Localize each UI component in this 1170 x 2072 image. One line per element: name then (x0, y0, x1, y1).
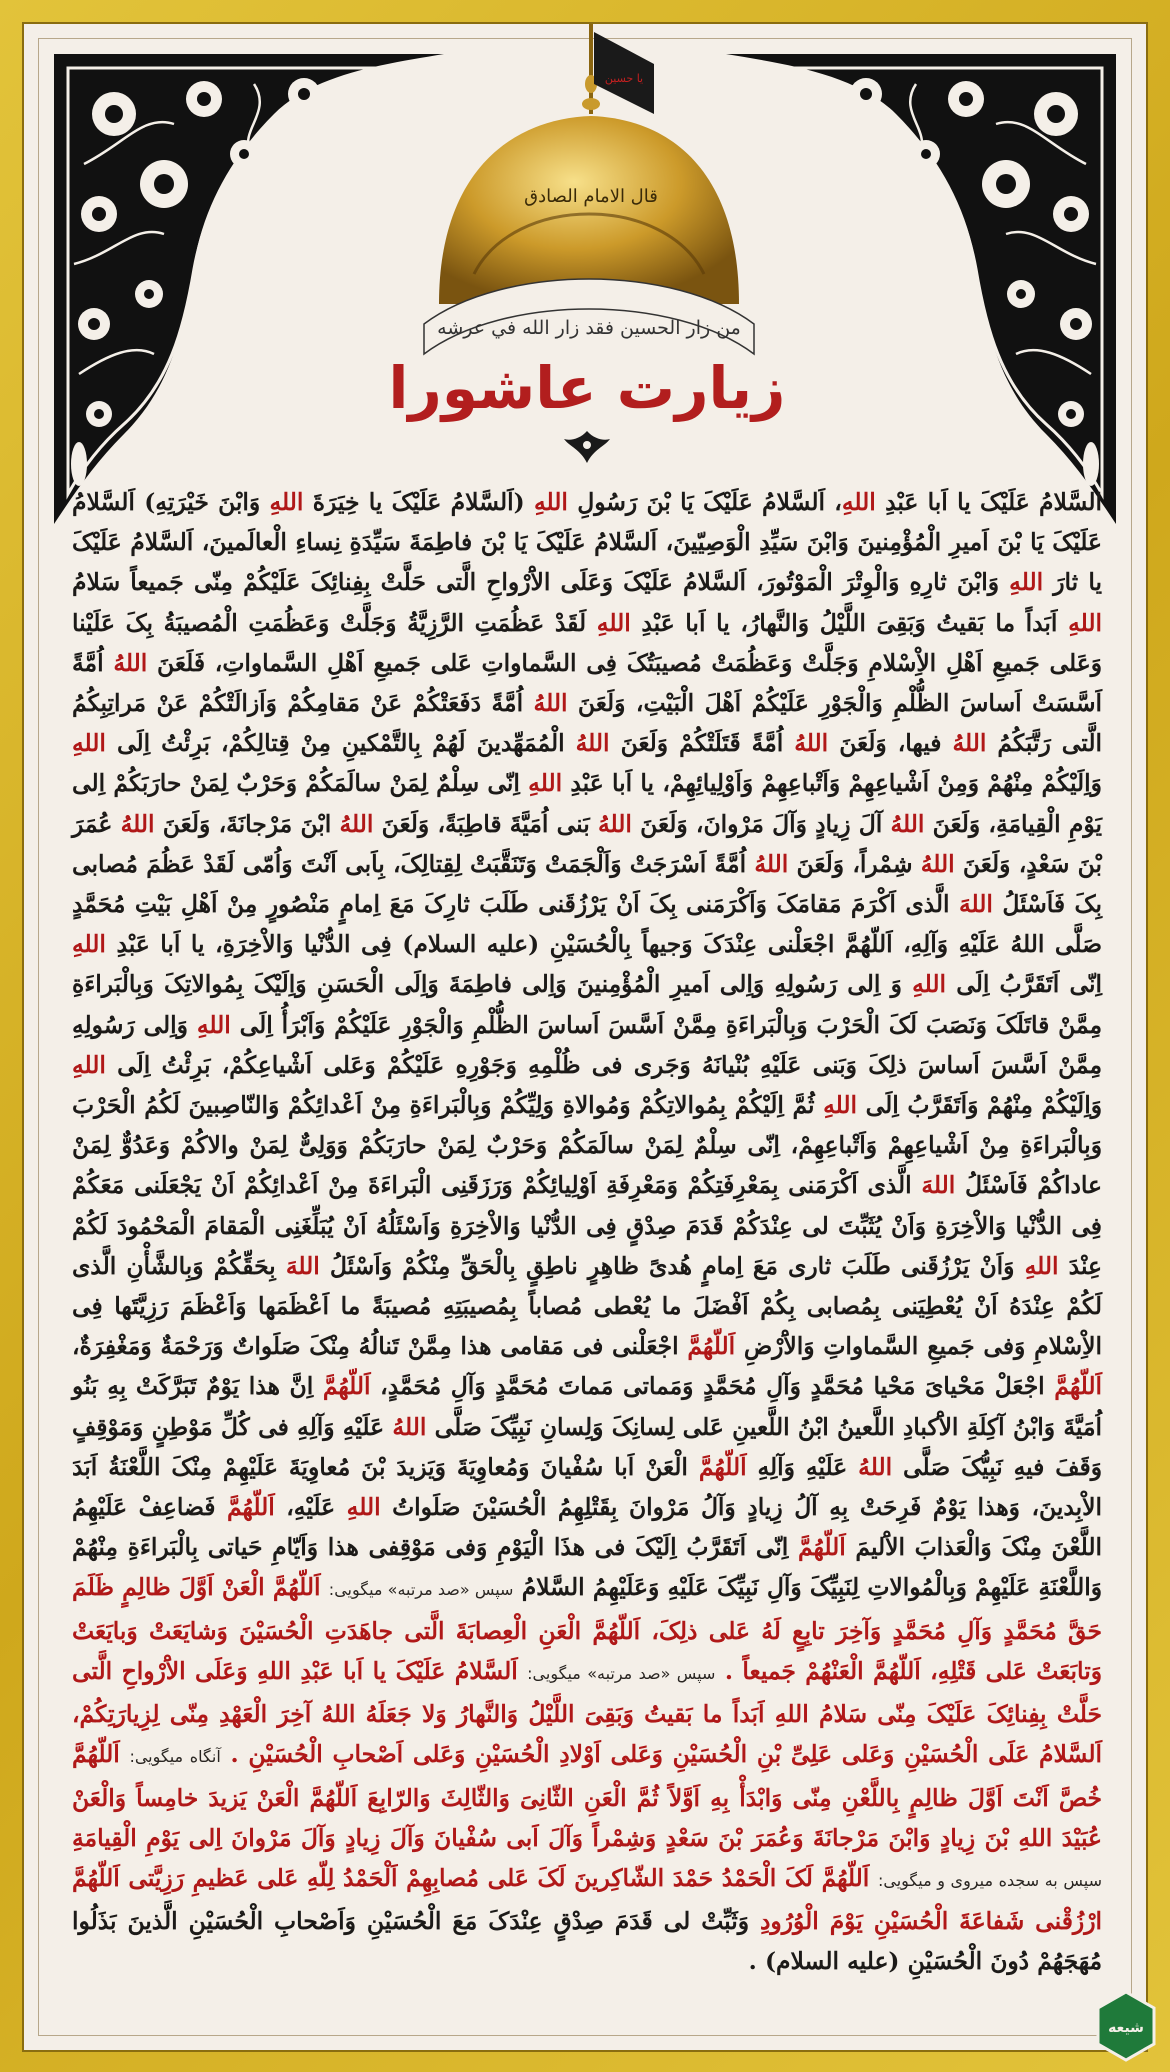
instruction-note: آنگاه میگویی: (129, 1747, 221, 1767)
curse-text: اَللّهُمَّ خُصَّ اَنْتَ اَوَّلَ ظالِمٍ بِاللَّعْنِ مِنّی وَابْدَأْ بِهِ اَوَّلاً ثُمَّ الْعَنِ الثّانِیَ وَالثّالِثَ وَالرّابِعَ اَللّهُمَّ الْعَنْ یَزیدَ خامِساً وَالْعَنْ عُبَیْدَ اللهِ بْنَ زِیادٍ وَابْنَ مَرْجانَةَ وَعُمَرَ بْنَ سَعْدٍ وَشِمْراً وَآلَ اَبی سُفْیانَ وَآلَ زِیادٍ وَآلَ مَرْوانَ اِلی یَوْمِ الْقِیامَةِ (72, 1740, 1102, 1852)
salam-text: اَلسَّلامُ عَلَیْکَ یا اَبا عَبْدِ اللهِ وَعَلَی الاَْرْواحِ الَّتی حَلَّتْ بِفِنائِکَ عَلَیْکَ مِنّی سَلامُ اللهِ اَبَداً ما بَقیتُ وَبَقِیَ اللَّیْلُ وَالنَّهارُ وَلا جَعَلَهُ اللهُ آخِرَ الْعَهْدِ مِنّی لِزِیارَتِکُمْ، اَلسَّلامُ عَلَی الْحُسَیْنِ وَعَلی عَلِیِّ بْنِ الْحُسَیْنِ وَعَلی اَوْلادِ الْحُسَیْنِ وَعَلی اَصْحابِ الْحُسَیْنِ . (72, 1656, 1102, 1769)
dome-illustration (384, 24, 794, 384)
sajdah-text: اَللّهُمَّ لَکَ الْحَمْدُ حَمْدَ الشّاکِرینَ لَکَ عَلی مُصابِهِمْ اَلْحَمْدُ لِلّهِ عَلی عَظیمِ رَزِیَّتی اَللّهُمَّ ارْزُقْنی شَفاعَةَ الْحُسَیْنِ یَوْمَ الْوُرُودِ (72, 1863, 1102, 1936)
svg-text:شیعه: شیعه (1108, 2020, 1144, 2036)
fleuron-icon (562, 429, 612, 465)
dome-arc-text: من زار الحسين فقد زار الله في عرشه (437, 317, 741, 339)
instruction-note: سپس «صد مرتبه» میگویی: (527, 1663, 716, 1683)
dome-label: قال الامام الصادق (524, 186, 658, 207)
paragraph-main: السَّلامُ عَلَیْکَ یا اَبا عَبْدِ اللهِ، اَلسَّلامُ عَلَیْکَ یَا بْنَ رَسُولِ اللهِ (اَلسَّلامُ عَلَیْکَ یا خِیَرَةَ اللهِ وَابْنَ خَیْرَتِهِ) اَلسَّلامُ عَلَیْکَ یَا بْنَ اَمیرِ الْمُؤْمِنینَ وَابْنَ سَیِّدِ الْوَصِیّینَ، اَلسَّلامُ عَلَیْکَ یَا بْنَ فاطِمَةَ سَیِّدَةِ نِساءِ الْعالَمینَ، اَلسَّلامُ عَلَیْکَ یا ثارَ اللهِ وَابْنَ ثارِهِ وَالْوِتْرَ الْمَوْتُورَ، اَلسَّلامُ عَلَیْکَ وَعَلَی الاَْرْواحِ الَّتی حَلَّتْ بِفِنائِکَ عَلَیْکُمْ مِنّی جَمیعاً سَلامُ اللهِ اَبَداً ما بَقیتُ وَبَقِیَ اللَّیْلُ وَالنَّهارُ، یا اَبا عَبْدِ اللهِ لَقَدْ عَظُمَتِ الرَّزِیَّةُ وَجَلَّتْ وَعَظُمَتِ الْمُصیبَةُ بِکَ عَلَیْنا وَعَلی جَمیعِ اَهْلِ الاِْسْلامِ وَجَلَّتْ وَعَظُمَتْ مُصیبَتُکَ فِی السَّماواتِ عَلی جَمیعِ اَهْلِ السَّماواتِ، فَلَعَنَ اللهُ اُمَّةً اَسَّسَتْ اَساسَ الظُّلْمِ وَالْجَوْرِ عَلَیْکُمْ اَهْلَ الْبَیْتِ، وَلَعَنَ اللهُ اُمَّةً دَفَعَتْکُمْ عَنْ مَقامِکُمْ وَاَزالَتْکُمْ عَنْ مَراتِبِکُمُ الَّتی رَتَّبَکُمُ اللهُ فیها، وَلَعَنَ اللهُ اُمَّةً قَتَلَتْکُمْ وَلَعَنَ اللهُ الْمُمَهِّدینَ لَهُمْ بِالتَّمْکینِ مِنْ قِتالِکُمْ، بَرِئْتُ اِلَی اللهِ وَاِلَیْکُمْ مِنْهُمْ وَمِنْ اَشْیاعِهِمْ وَاَتْباعِهِمْ وَاَوْلِیائِهِمْ، یا اَبا عَبْدِ اللهِ اِنّی سِلْمٌ لِمَنْ سالَمَکُمْ وَحَرْبٌ لِمَنْ حارَبَکُمْ اِلی یَوْمِ الْقِیامَةِ، وَلَعَنَ اللهُ آلَ زِیادٍ وَآلَ مَرْوانَ، وَلَعَنَ اللهُ بَنی اُمَیَّةَ قاطِبَةً، وَلَعَنَ اللهُ ابْنَ مَرْجانَةَ، وَلَعَنَ اللهُ عُمَرَ بْنَ سَعْدٍ، وَلَعَنَ اللهُ شِمْراً، وَلَعَنَ اللهُ اُمَّةً اَسْرَجَتْ وَاَلْجَمَتْ وَتَنَقَّبَتْ لِقِتالِکَ، بِاَبی اَنْتَ وَاُمّی لَقَدْ عَظُمَ مُصابی بِکَ فَاَسْئَلُ اللهَ الَّذی اَکْرَمَ مَقامَکَ وَاَکْرَمَنی بِکَ اَنْ یَرْزُقَنی طَلَبَ ثارِکَ مَعَ اِمامٍ مَنْصُورٍ مِنْ اَهْلِ بَیْتِ مُحَمَّدٍ صَلَّی اللهُ عَلَیْهِ وَآلِهِ، اَللّهُمَّ اجْعَلْنی عِنْدَکَ وَجیهاً بِالْحُسَیْنِ (علیه السلام) فِی الدُّنْیا وَالاْخِرَةِ، یا اَبا عَبْدِ اللهِ اِنّی اَتَقَرَّبُ اِلَی اللهِ وَ اِلی رَسُولِهِ وَاِلی اَمیرِ الْمُؤْمِنینَ وَاِلی فاطِمَةَ وَاِلَی الْحَسَنِ وَاِلَیْکَ بِمُوالاتِکَ وَبِالْبَراءَةِ مِمَّنْ قاتَلَکَ وَنَصَبَ لَکَ الْحَرْبَ وَبِالْبَراءَةِ مِمَّنْ اَسَّسَ اَساسَ الظُّلْمِ وَالْجَوْرِ عَلَیْکُمْ وَاَبْرَأُ اِلَی اللهِ وَاِلی رَسُولِهِ مِمَّنْ اَسَّسَ اَساسَ ذلِکَ وَبَنی عَلَیْهِ بُنْیانَهُ وَجَری فی ظُلْمِهِ وَجَوْرِهِ عَلَیْکُمْ وَعَلی اَشْیاعِکُمْ، بَرِئْتُ اِلَی اللهِ وَاِلَیْکُمْ مِنْهُمْ وَاَتَقَرَّبُ اِلَی اللهِ ثُمَّ اِلَیْکُمْ بِمُوالاتِکُمْ وَمُوالاةِ وَلِیِّکُمْ وَبِالْبَراءَةِ مِنْ اَعْدائِکُمْ وَالنّاصِبینَ لَکُمُ الْحَرْبَ وَبِالْبَراءَةِ مِنْ اَشْیاعِهِمْ وَاَتْباعِهِمْ، اِنّی سِلْمٌ لِمَنْ سالَمَکُمْ وَحَرْبٌ لِمَنْ حارَبَکُمْ وَوَلِیٌّ لِمَنْ والاکُمْ وَعَدُوٌّ لِمَنْ عاداکُمْ فَاَسْئَلُ اللهَ الَّذی اَکْرَمَنی بِمَعْرِفَتِکُمْ وَمَعْرِفَةِ اَوْلِیائِکُمْ وَرَزَقَنِی الْبَراءَةَ مِنْ اَعْدائِکُمْ اَنْ یَجْعَلَنی مَعَکُمْ فِی الدُّنْیا وَالاْخِرَةِ وَاَنْ یُثَبِّتَ لی عِنْدَکُمْ قَدَمَ صِدْقٍ فِی الدُّنْیا وَالاْخِرَةِ وَاَسْئَلُهُ اَنْ یُبَلِّغَنِی الْمَقامَ الْمَحْمُودَ لَکُمْ عِنْدَ اللهِ وَاَنْ یَرْزُقَنی طَلَبَ ثاری مَعَ اِمامٍ هُدیً ظاهِرٍ ناطِقٍ بِالْحَقِّ مِنْکُمْ وَاَسْئَلُ اللهَ بِحَقِّکُمْ وَبِالشَّأْنِ الَّذی لَکُمْ عِنْدَهُ اَنْ یُعْطِیَنی بِمُصابی بِکُمْ اَفْضَلَ ما یُعْطی مُصاباً بِمُصیبَتِهِ مُصیبَةً ما اَعْظَمَها وَاَعْظَمَ رَزِیَّتَها فِی الاِْسْلامِ وَفی جَمیعِ السَّماواتِ وَالاَْرْضِ اَللّهُمَّ اجْعَلْنی فی مَقامی هذا مِمَّنْ تَنالُهُ مِنْکَ صَلَواتٌ وَرَحْمَةٌ وَمَغْفِرَةٌ، اَللّهُمَّ اجْعَلْ مَحْیایَ مَحْیا مُحَمَّدٍ وَآلِ مُحَمَّدٍ وَمَماتی مَماتَ مُحَمَّدٍ وَآلِ مُحَمَّدٍ، اَللّهُمَّ اِنَّ هذا یَوْمٌ تَبَرَّکَتْ بِهِ بَنُو اُمَیَّةَ وَابْنُ آکِلَةِ الاَْکبادِ اللَّعینُ ابْنُ اللَّعینِ عَلی لِسانِکَ وَلِسانِ نَبِیِّکَ صَلَّی اللهُ عَلَیْهِ وَآلِهِ فی کُلِّ مَوْطِنٍ وَمَوْقِفٍ وَقَفَ فیهِ نَبِیُّکَ صَلَّی اللهُ عَلَیْهِ وَآلِهِ اَللّهُمَّ الْعَنْ اَبا سُفْیانَ وَمُعاوِیَةَ وَیَزیدَ بْنَ مُعاوِیَةَ عَلَیْهِمْ مِنْکَ اللَّعْنَةُ اَبَدَ الاْبِدینَ، وَهذا یَوْمٌ فَرِحَتْ بِهِ آلُ زِیادٍ وَآلُ مَرْوانَ بِقَتْلِهِمُ الْحُسَیْنَ صَلَواتُ اللهِ عَلَیْهِ، اَللّهُمَّ فَضاعِفْ عَلَیْهِمُ اللَّعْنَ مِنْکَ وَالْعَذابَ الاَْلیمَ اَللّهُمَّ اِنّی اَتَقَرَّبُ اِلَیْکَ فی هذَا الْیَوْمِ وَفی مَوْقِفی هذا وَاَیّامِ حَیاتی بِالْبَراءَةِ مِنْهُمْ وَاللَّعْنَةِ عَلَیْهِمْ وَبِالْمُوالاتِ لِنَبِیِّکَ وَآلِ نَبِیِّکَ عَلَیْهِ وَعَلَیْهِمُ السَّلامُ (72, 488, 1103, 1602)
instruction-note: سپس به سجده میروی و میگویی: (877, 1870, 1102, 1890)
document-panel (22, 22, 1148, 2052)
instruction-note: سپس «صد مرتبه» میگویی: (328, 1580, 514, 1600)
closing-text: وَثَبِّتْ لی قَدَمَ صِدْقٍ عِنْدَکَ مَعَ الْحُسَیْنِ وَاَصْحابِ الْحُسَیْنِ الَّذینَ بَذَلُوا مُهَجَهُمْ دُونَ الْحُسَیْنِ (علیه السلام) . (72, 1907, 1102, 1976)
lanat-text: اَللّهُمَّ الْعَنْ اَوَّلَ ظالِمٍ ظَلَمَ حَقَّ مُحَمَّدٍ وَآلِ مُحَمَّدٍ وَآخِرَ تابِعٍ لَهُ عَلی ذلِکَ، اَللّهُمَّ الْعَنِ الْعِصابَةَ الَّتی جاهَدَتِ الْحُسَیْنَ وَشایَعَتْ وَبایَعَتْ وَتابَعَتْ عَلی قَتْلِهِ، اَللّهُمَّ الْعَنْهُمْ جَمیعاً . (72, 1573, 1102, 1685)
shia-logo (1094, 1990, 1158, 2062)
page-title: زیارت عاشورا (388, 354, 786, 422)
flag-text: یا حسین (604, 72, 644, 85)
ziyarat-text (72, 482, 1102, 1982)
